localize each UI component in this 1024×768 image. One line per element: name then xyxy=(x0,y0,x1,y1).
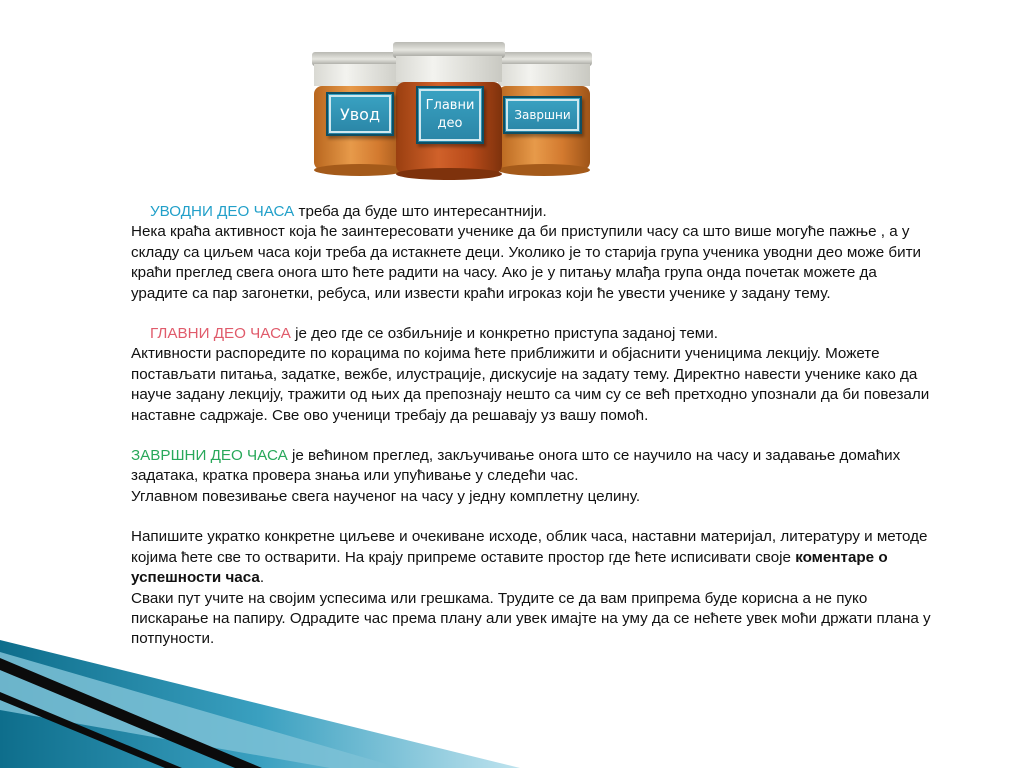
closing-text-before: Напишите укратко конкретне циљеве и очекиване исходе, облик часа, наставни материјал, литературу и методе којима ћете све то остварити. На крају припреме оставите простор где ћете исписивати своје xyxy=(131,528,928,566)
final-heading-line xyxy=(131,446,931,487)
closing-text-after: . xyxy=(259,569,265,587)
decorative-wave xyxy=(0,600,1024,768)
label-intro-text: Увод xyxy=(339,104,381,124)
final-heading-rest: је већином преглед, закључивање онога што се научило на часу и задавање домаћих задатака, кратка провера знања или упућивање у следећи час. xyxy=(131,447,901,485)
closing-body: Сваки пут учите на својим успесима или грешкама. Трудите се да вам припрема буде корисна а не пуко пискарање на папиру. Одрадите час према плану али увек имајте на уму да се нећете увек моћи држати плана у потпуности. xyxy=(131,589,931,648)
label-main-text: Главни део xyxy=(425,98,475,131)
final-heading: ЗАВРШНИ ДЕО ЧАСА xyxy=(131,447,288,465)
main-heading-rest: је део где се озбиљније и конкретно приступа заданој теми. xyxy=(290,325,718,343)
intro-body: Нека краћа активност која ће заинтересовати ученике да би приступили часу са што више могуће пажње , а у складу са циљем часа који треба да истакнете деци. Уколико је то старија група ученика уводни део може бити краћи преглед свега онога што ћете радити на часу. Ако је у питању млађа група онда почетак можете да урадите са пар загонетки, ребуса, или извести краћи игроказ који ће увести ученике у задану тему. xyxy=(131,223,922,302)
label-intro xyxy=(326,92,394,136)
main-heading: ГЛАВНИ ДЕО ЧАСА xyxy=(150,325,291,343)
document-body xyxy=(131,202,931,650)
main-heading-line xyxy=(131,324,931,344)
label-final-text: Завршни xyxy=(514,108,571,122)
label-final xyxy=(503,96,582,134)
main-body: Активности распоредите по корацима по којима ћете приближити и објаснити ученицима лекцију. Можете постављати питања, задатке, вежбе, илустрације, дискусије на задату тему. Директно навести ученике како да науче задану лекцију, тражити од њих да препознају нешто са чим су се већ претходно упознали да би повезали наставне садржаје. Све ово ученици требају да решавају уз вашу помоћ. xyxy=(131,345,930,424)
intro-heading: УВОДНИ ДЕО ЧАСА xyxy=(150,203,295,220)
final-body: Углавном повезивање свега наученог на часу у једну комплетну целину. xyxy=(131,487,641,505)
closing-bold: коментаре о успешности часа xyxy=(131,548,888,587)
label-main xyxy=(416,86,484,144)
closing-paragraph xyxy=(131,527,931,588)
intro-heading-rest: треба да буде што интересантнији. xyxy=(294,203,547,220)
intro-heading-line xyxy=(131,202,931,222)
